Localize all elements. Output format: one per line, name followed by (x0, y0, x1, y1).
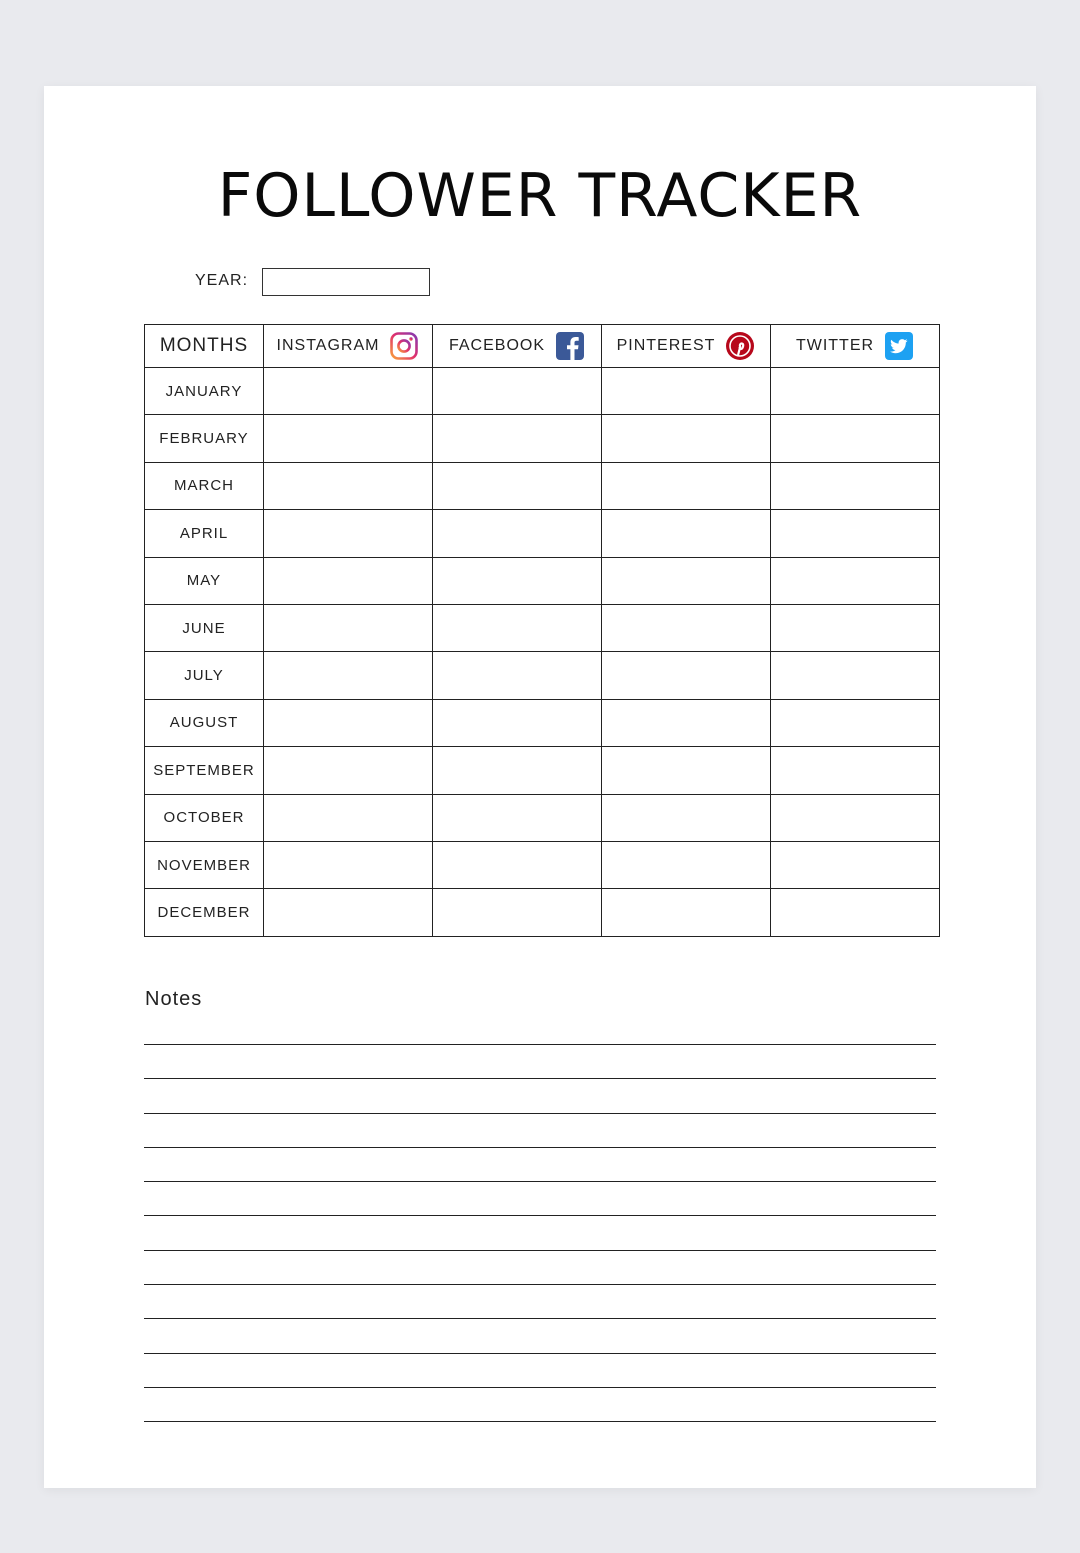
twitter-entry-cell[interactable] (771, 699, 940, 746)
table-row (145, 652, 940, 699)
note-line[interactable] (144, 1113, 936, 1147)
month-cell: NOVEMBER (145, 841, 264, 888)
instagram-entry-cell[interactable] (264, 889, 433, 936)
year-input[interactable] (262, 268, 430, 296)
table-row (145, 510, 940, 557)
pinterest-entry-cell[interactable] (602, 841, 771, 888)
instagram-entry-cell[interactable] (264, 557, 433, 604)
month-cell: JULY (145, 652, 264, 699)
pinterest-entry-cell[interactable] (602, 652, 771, 699)
pinterest-entry-cell[interactable] (602, 604, 771, 651)
header-pinterest-label: PINTEREST (616, 337, 716, 354)
twitter-entry-cell[interactable] (771, 794, 940, 841)
twitter-entry-cell[interactable] (771, 889, 940, 936)
pinterest-entry-cell[interactable] (602, 510, 771, 557)
instagram-entry-cell[interactable] (264, 652, 433, 699)
table-row (145, 699, 940, 746)
pinterest-entry-cell[interactable] (602, 557, 771, 604)
instagram-entry-cell[interactable] (264, 462, 433, 509)
note-line[interactable] (144, 1181, 936, 1215)
header-pinterest (602, 325, 771, 368)
note-line[interactable] (144, 1387, 936, 1421)
facebook-entry-cell[interactable] (433, 794, 602, 841)
facebook-entry-cell[interactable] (433, 889, 602, 936)
note-line[interactable] (144, 1318, 936, 1352)
month-cell: DECEMBER (145, 889, 264, 936)
twitter-icon (884, 331, 914, 361)
table-row (145, 889, 940, 936)
facebook-entry-cell[interactable] (433, 462, 602, 509)
facebook-entry-cell[interactable] (433, 510, 602, 557)
facebook-entry-cell[interactable] (433, 747, 602, 794)
note-line[interactable] (144, 1421, 936, 1422)
header-instagram-label: INSTAGRAM (276, 337, 380, 354)
twitter-entry-cell[interactable] (771, 368, 940, 415)
table-row (145, 604, 940, 651)
page-title: FOLLOWER TRACKER (217, 161, 863, 231)
pinterest-entry-cell[interactable] (602, 747, 771, 794)
table-row (145, 415, 940, 462)
notes-label: Notes (145, 988, 203, 1010)
note-line[interactable] (144, 1078, 936, 1112)
facebook-entry-cell[interactable] (433, 841, 602, 888)
twitter-entry-cell[interactable] (771, 462, 940, 509)
month-cell: SEPTEMBER (145, 747, 264, 794)
month-cell: MAY (145, 557, 264, 604)
note-line[interactable] (144, 1284, 936, 1318)
table-row (145, 462, 940, 509)
table-row (145, 368, 940, 415)
month-cell: APRIL (145, 510, 264, 557)
twitter-entry-cell[interactable] (771, 415, 940, 462)
table-row (145, 557, 940, 604)
table-row (145, 841, 940, 888)
twitter-entry-cell[interactable] (771, 510, 940, 557)
instagram-entry-cell[interactable] (264, 699, 433, 746)
facebook-entry-cell[interactable] (433, 699, 602, 746)
month-cell: JUNE (145, 604, 264, 651)
pinterest-icon (725, 331, 755, 361)
pinterest-entry-cell[interactable] (602, 794, 771, 841)
note-line[interactable] (144, 1147, 936, 1181)
note-line[interactable] (144, 1250, 936, 1284)
month-cell: OCTOBER (145, 794, 264, 841)
pinterest-entry-cell[interactable] (602, 699, 771, 746)
facebook-entry-cell[interactable] (433, 652, 602, 699)
header-facebook-label: FACEBOOK (448, 337, 546, 354)
header-twitter-label: TWITTER (795, 337, 875, 354)
pinterest-entry-cell[interactable] (602, 889, 771, 936)
header-months-label: MONTHS (159, 335, 249, 356)
facebook-entry-cell[interactable] (433, 368, 602, 415)
facebook-entry-cell[interactable] (433, 415, 602, 462)
header-instagram (264, 325, 433, 368)
month-cell: AUGUST (145, 699, 264, 746)
instagram-entry-cell[interactable] (264, 747, 433, 794)
month-cell: MARCH (145, 462, 264, 509)
tracker-sheet (44, 86, 1036, 1488)
instagram-entry-cell[interactable] (264, 841, 433, 888)
twitter-entry-cell[interactable] (771, 841, 940, 888)
header-months (145, 325, 264, 368)
instagram-entry-cell[interactable] (264, 510, 433, 557)
instagram-entry-cell[interactable] (264, 415, 433, 462)
facebook-entry-cell[interactable] (433, 604, 602, 651)
facebook-icon (555, 331, 585, 361)
header-facebook (433, 325, 602, 368)
instagram-entry-cell[interactable] (264, 794, 433, 841)
pinterest-entry-cell[interactable] (602, 368, 771, 415)
notes-lines (144, 1044, 936, 1422)
pinterest-entry-cell[interactable] (602, 415, 771, 462)
twitter-entry-cell[interactable] (771, 747, 940, 794)
pinterest-entry-cell[interactable] (602, 462, 771, 509)
instagram-entry-cell[interactable] (264, 368, 433, 415)
twitter-entry-cell[interactable] (771, 604, 940, 651)
note-line[interactable] (144, 1353, 936, 1387)
facebook-entry-cell[interactable] (433, 557, 602, 604)
year-label: YEAR: (195, 272, 249, 289)
follower-table (144, 324, 940, 937)
month-cell: FEBRUARY (145, 415, 264, 462)
note-line[interactable] (144, 1215, 936, 1249)
twitter-entry-cell[interactable] (771, 652, 940, 699)
note-line[interactable] (144, 1044, 936, 1078)
month-cell: JANUARY (145, 368, 264, 415)
header-twitter (771, 325, 940, 368)
instagram-entry-cell[interactable] (264, 604, 433, 651)
table-row (145, 747, 940, 794)
twitter-entry-cell[interactable] (771, 557, 940, 604)
instagram-icon (389, 331, 419, 361)
table-header-row (145, 325, 940, 368)
table-row (145, 794, 940, 841)
